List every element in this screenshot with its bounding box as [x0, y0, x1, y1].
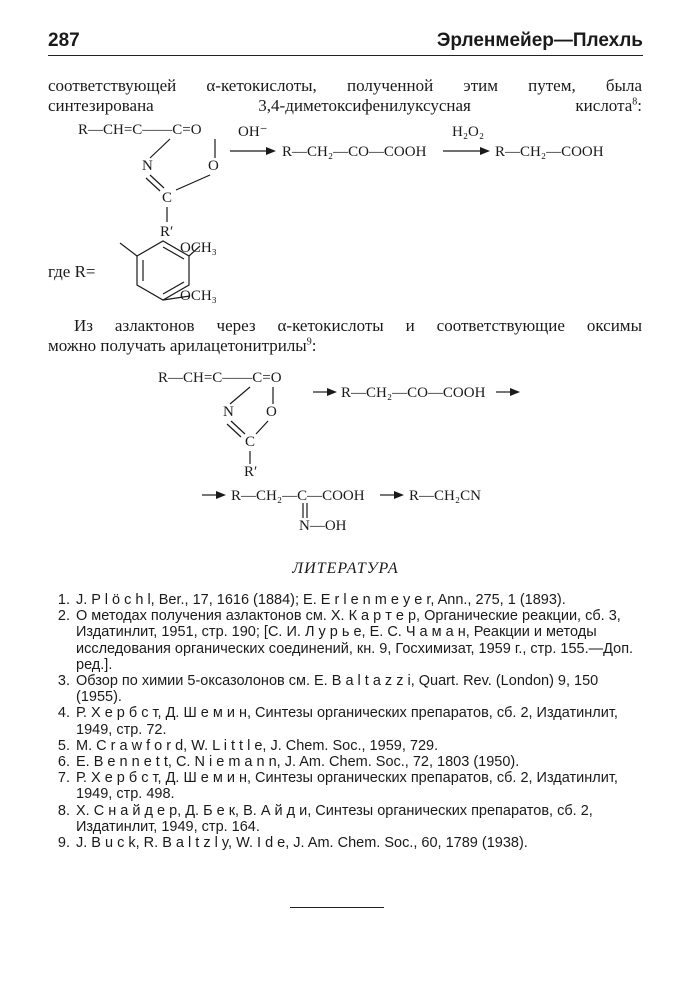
reference-text: Обзор по химии 5-оксазолонов см. E. B a l t a z z i, Quart. Rev. (London) 9, 150 (1955).	[76, 673, 599, 706]
scheme2-bond-c-n	[230, 387, 250, 404]
paragraph-1-line-2-end: :	[637, 96, 642, 115]
reference-number: 9.	[57, 835, 70, 852]
scheme2-arrow-4-head	[394, 491, 404, 499]
reference-text: Х. С н а й д е р, Д. Б е к, В. А й д и, Синтезы органических препаратов, сб. 2, Издатинлит, 1949, стр. 164.	[76, 802, 593, 835]
scheme1-ring-n: N	[142, 158, 153, 174]
scheme2-arrow-3-head	[216, 491, 226, 499]
reference-item	[48, 592, 644, 608]
reference-item	[48, 608, 644, 673]
page-number: 287	[48, 30, 80, 51]
scheme2-ring-r: R′	[244, 464, 258, 480]
reference-text: О методах получения азлактонов см. Х. К а р т е р, Органические реакции, сб. 3, Издатинлит, 1951, стр. 190; [С. И. Л у р ь е, Е. С. Ч а м а н, Реакции и методы исследования органических соединений, кн. 9, Госхимизат, 1959 г., стр. 155.—Доп. ред.].	[76, 608, 634, 673]
och3-bottom: OCH₃	[180, 288, 217, 304]
reference-item	[48, 673, 644, 705]
scheme1-reagent-2: H₂O₂	[452, 124, 485, 140]
paragraph-1-line-2-text: синтезирована 3,4-диметоксифенилуксусная кислота	[48, 96, 633, 115]
reference-text: J. P l ö c h l, Ber., 17, 1616 (1884); E. E r l e n m e y e r, Ann., 275, 1 (1893).	[76, 592, 566, 608]
reference-number: 7.	[57, 770, 70, 787]
reference-number: 6.	[57, 754, 70, 771]
scheme2-oxime-n: N—OH	[299, 518, 347, 534]
footnote-ref-9: 9	[306, 336, 312, 348]
scheme1-ring-c: C	[162, 190, 173, 206]
scheme2-bond-n-c	[231, 421, 245, 434]
scheme1-product-1: R—CH₂—CO—COOH	[282, 144, 427, 160]
scheme2-bond-o-c	[256, 421, 268, 434]
footnote-ref-8: 8	[632, 96, 638, 108]
reference-number: 8.	[57, 802, 70, 819]
reference-text: M. C r a w f o r d, W. L i t t l e, J. Chem. Soc., 1959, 729.	[76, 737, 439, 754]
reference-item	[48, 770, 644, 802]
scheme1-ring-top: R—CH=C——C=O	[78, 122, 202, 138]
scheme1-product-2: R—CH₂—COOH	[495, 144, 604, 160]
reference-text: J. B u c k, R. B a l t z l y, W. I d e, J. Am. Chem. Soc., 60, 1789 (1938).	[76, 835, 528, 852]
footer-rule	[290, 907, 384, 908]
reference-item	[48, 705, 644, 737]
scheme2-arrow-1-head	[327, 388, 337, 396]
scheme2-oxime: R—CH₂—C—COOH	[231, 488, 365, 504]
scheme2-arrow-2-head	[510, 388, 520, 396]
where-r-label: где R=	[48, 262, 96, 281]
scheme2-bond-n-c-double	[227, 424, 241, 437]
references-title: ЛИТЕРАТУРА	[292, 560, 399, 577]
reference-text: E. B e n n e t t, C. N i e m a n n, J. Am. Chem. Soc., 72, 1803 (1950).	[76, 754, 520, 771]
reference-item	[48, 803, 644, 835]
scheme2-ring-o: O	[266, 404, 277, 420]
reference-text: Р. Х е р б с т, Д. Ш е м и н, Синтезы органических препаратов, сб. 2, Издатинлит, 1949, стр. 498.	[76, 770, 618, 803]
paragraph-2-line-2-text: можно получать арилацетонитрилы	[48, 336, 307, 355]
reference-text: Р. Х е р б с т, Д. Ш е м и н, Синтезы органических препаратов, сб. 2, Издатинлит, 1949, стр. 72.	[76, 705, 618, 738]
running-title: Эрленмейер—Плехль	[436, 30, 643, 51]
reference-number: 2.	[57, 608, 70, 625]
scheme2-ring-c: C	[245, 434, 256, 450]
reference-item	[48, 738, 644, 754]
scheme2-ring-top: R—CH=C——C=O	[158, 370, 282, 386]
scheme1-reagent-1: OH⁻	[238, 124, 268, 140]
references-list	[48, 592, 644, 851]
reference-number: 4.	[57, 705, 70, 722]
och3-top: OCH₃	[180, 240, 217, 256]
paragraph-1-line-1: соответствующей α-кетокислоты, полученной этим путем, была	[48, 76, 642, 95]
scheme2-ring-n: N	[223, 404, 234, 420]
reference-item	[48, 835, 644, 851]
scheme2-product-1: R—CH₂—CO—COOH	[341, 385, 486, 401]
reference-number: 1.	[57, 592, 70, 608]
scheme1-ring-r: R′	[160, 224, 174, 240]
scheme1-ring-o: O	[208, 158, 219, 174]
scheme2-product-2: R—CH₂CN	[409, 488, 481, 504]
reference-item	[48, 754, 644, 770]
reference-number: 5.	[57, 737, 70, 754]
reference-number: 3.	[57, 673, 70, 690]
paragraph-2-line-2-end: :	[311, 336, 317, 355]
paragraph-2-line-1: Из азлактонов через α-кетокислоты и соответствующие оксимы	[74, 316, 642, 335]
